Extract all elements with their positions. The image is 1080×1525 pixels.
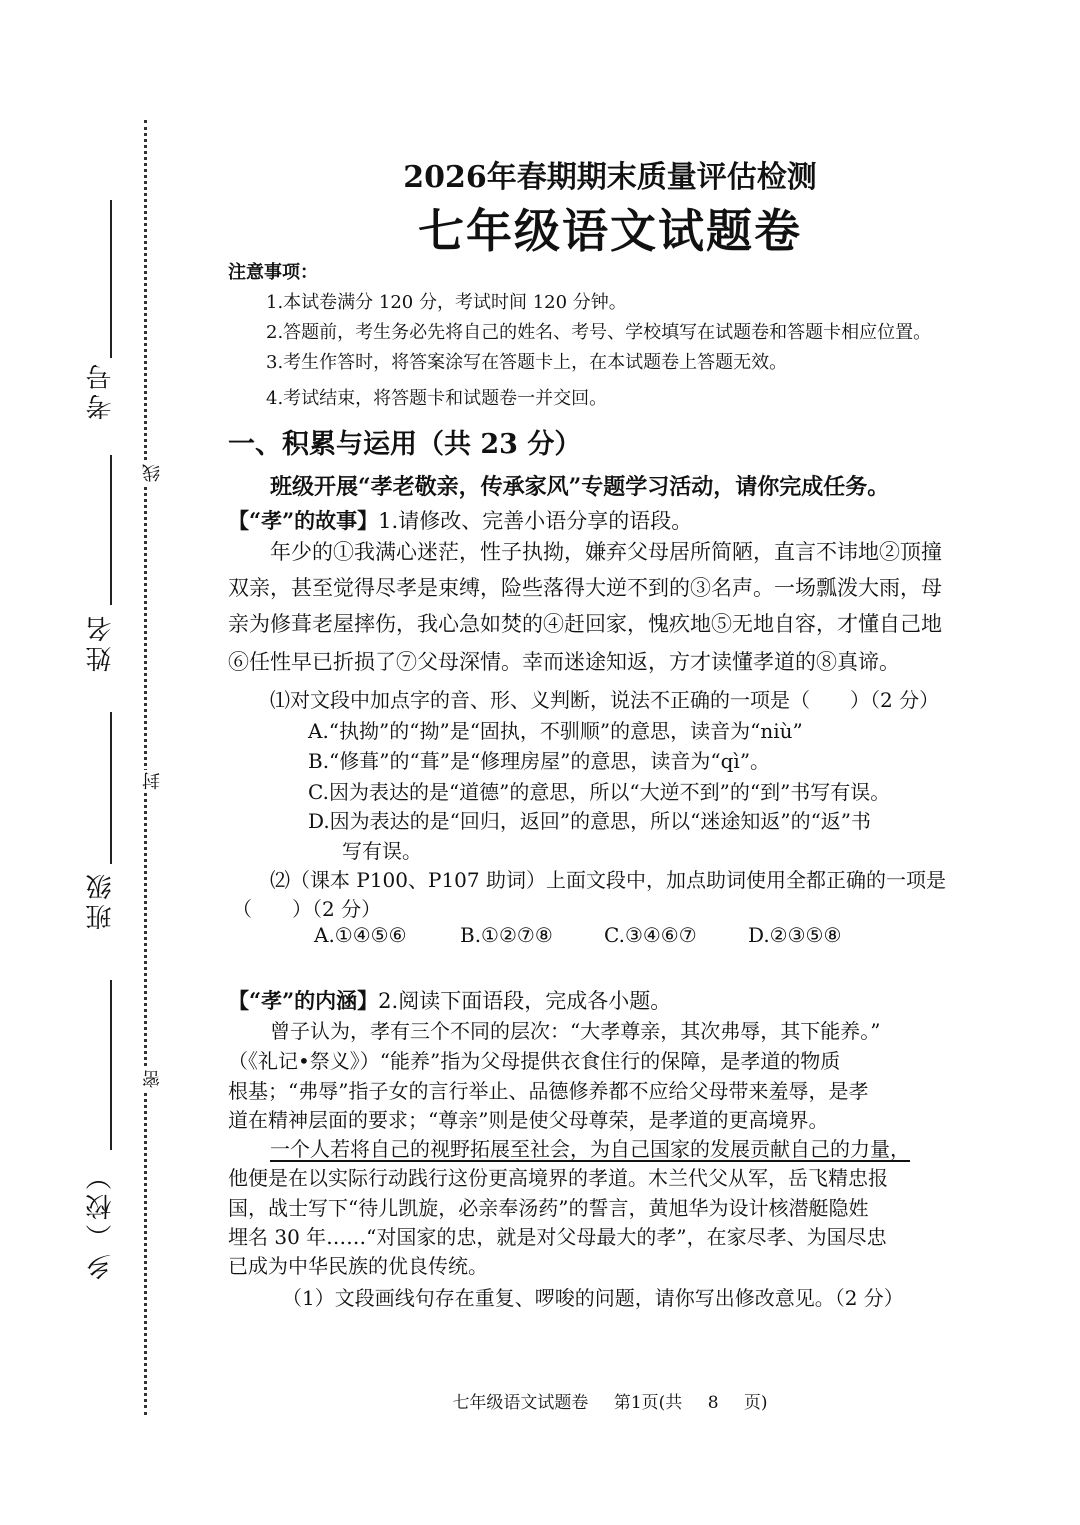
passage-line: 年少的①我满心迷茫，性子执拗，嫌弃父母居所简陋，直言不讳地②顶撞 (270, 540, 942, 564)
option-a: A.“执拗”的“拗”是“固执，不驯顺”的意思，读音为“niù” (308, 719, 803, 743)
margin-mark-line: 线 (140, 462, 166, 484)
margin-label-exam-number: 考号 (86, 360, 116, 420)
binding-dotted-line (144, 120, 147, 1415)
option-d: D.因为表达的是“回归，返回”的意思，所以“迷途知返”的“返”书 (308, 809, 872, 833)
q2-option-c: C.③④⑥⑦ (604, 923, 697, 947)
passage2-line: 埋名 30 年……“对国家的忠，就是对父母最大的孝”，在家尽孝、为国尽忠 (228, 1225, 887, 1249)
passage2-line: 根基；“弗辱”指子女的言行举止、品德修养都不应给父母带来羞辱，是孝 (228, 1079, 869, 1103)
passage-line: 双亲，甚至觉得尽孝是束缚，险些落得大逆不到的③名声。一场瓢泼大雨，母 (228, 576, 942, 600)
option-c: C.因为表达的是“道德”的意思，所以“大逆不到”的“到”书写有误。 (308, 780, 891, 804)
note-item: 1.本试卷满分 120 分，考试时间 120 分钟。 (266, 292, 627, 313)
underlined-sentence: 一个人若将自己的视野拓展至社会，为自己国家的发展贡献自己的力量， (270, 1137, 910, 1161)
passage2-line: （《礼记•祭义》）“能养”指为父母提供衣食住行的保障，是孝道的物质 (228, 1049, 841, 1073)
q2-option-d: D.②③⑤⑧ (748, 923, 842, 947)
passage2-line: 他便是在以实际行动践行这份更高境界的孝道。木兰代父从军，岳飞精忠报 (228, 1166, 888, 1190)
part1-tag: 【“孝”的故事】 (228, 508, 379, 533)
part2-intro: 2.阅读下面语段，完成各小题。 (378, 989, 672, 1013)
margin-label-name: 姓名 (86, 612, 116, 672)
footer-title: 七年级语文试题卷 (452, 1393, 589, 1413)
notes-heading: 注意事项： (228, 262, 318, 283)
school-blank (110, 980, 112, 1150)
footer-page-number: 第1页(共 8 页) (613, 1393, 768, 1413)
question-1-2: ⑵（课本 P100、P107 助词）上面文段中，加点助词使用全都正确的一项是 (270, 868, 946, 892)
passage2-line: 曾子认为，孝有三个不同的层次：“大孝尊亲，其次弗辱，其下能养。” (270, 1019, 881, 1043)
exam-title: 2026年春期期末质量评估检测 (403, 160, 817, 195)
margin-label-school: 乡（校） (86, 1160, 116, 1280)
note-item: 4.考试结束，将答题卡和试题卷一并交回。 (266, 388, 608, 409)
q2-option-a: A.①④⑤⑥ (314, 923, 407, 947)
note-item: 3.考生作答时，将答案涂写在答题卡上，在本试题卷上答题无效。 (266, 352, 788, 373)
section-heading: 一、积累与运用（共 23 分） (228, 429, 582, 460)
note-item: 2.答题前，考生务必先将自己的姓名、考号、学校填写在试题卷和答题卡相应位置。 (266, 322, 932, 343)
question-1-2-tail: （ ）（2 分） (232, 897, 382, 921)
question-1-1: ⑴对文段中加点字的音、形、义判断，说法不正确的一项是（ ）（2 分） (270, 688, 940, 712)
exam-subtitle: 七年级语文试题卷 (418, 204, 802, 258)
margin-label-class: 班级 (86, 870, 116, 930)
q2-option-b: B.①②⑦⑧ (460, 923, 553, 947)
passage2-line: 已成为中华民族的优良传统。 (228, 1254, 488, 1278)
name-blank (110, 455, 112, 605)
passage-line: ⑥任性早已折损了⑦父母深情。幸而迷途知返，方才读懂孝道的⑧真谛。 (228, 650, 900, 674)
class-blank (110, 712, 112, 864)
margin-mark-seal: 封 (140, 770, 166, 792)
passage-line: 亲为修葺老屋摔伤，我心急如焚的④赶回家，愧疚地⑤无地自容，才懂自己地 (228, 612, 942, 636)
part2-tag: 【“孝”的内涵】 (228, 988, 379, 1013)
page-footer (0, 1388, 1080, 1413)
part1-intro: 1.请修改、完善小语分享的语段。 (378, 509, 693, 533)
option-b: B.“修葺”的“葺”是“修理房屋”的意思，读音为“qì”。 (308, 749, 771, 773)
passage2-line: 国，战士写下“待儿凯旋，必亲奉汤药”的誓言，黄旭华为设计核潜艇隐姓 (228, 1196, 869, 1220)
task-statement: 班级开展“孝老敬亲，传承家风”专题学习活动，请你完成任务。 (270, 474, 890, 500)
passage2-line: 道在精神层面的要求；“尊亲”则是使父母尊荣，是孝道的更高境界。 (228, 1108, 829, 1132)
question-2-1: （1）文段画线句存在重复、啰唆的问题，请你写出修改意见。（2 分） (282, 1286, 904, 1310)
part1-header (228, 505, 692, 535)
part2-header (228, 985, 671, 1015)
margin-mark-secret: 密 (140, 1068, 166, 1090)
option-d-cont: 写有误。 (342, 839, 422, 863)
